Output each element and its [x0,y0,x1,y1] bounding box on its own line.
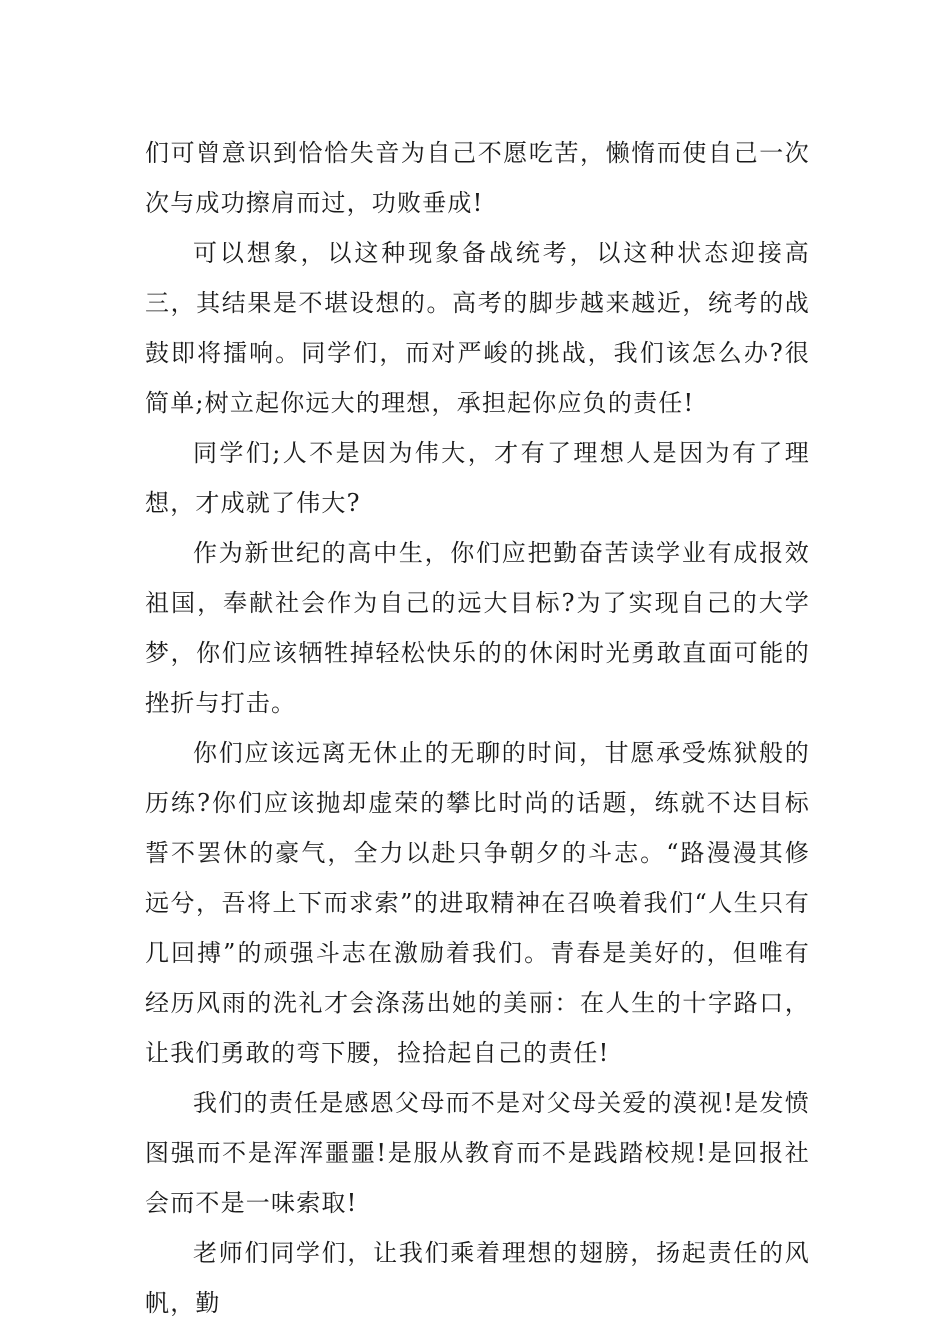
paragraph: 们可曾意识到恰恰失音为自己不愿吃苦，懒惰而使自己一次次与成功擦肩而过，功败垂成! [145,139,810,217]
paragraph: 你们应该远离无休止的无聊的时间，甘愿承受炼狱般的历练?你们应该抛却虚荣的攀比时尚的话题，练就不达目标誓不罢休的豪气，全力以赴只争朝夕的斗志。“路漫漫其修远兮，吾将上下而求索”的进取精神在召唤着我们“人生只有几回搏”的顽强斗志在激励着我们。青春是美好的，但唯有经历风雨的洗礼才会涤荡出她的美丽：在人生的十字路口，让我们勇敢的弯下腰，捡拾起自己的责任! [145,739,810,1067]
paragraph: 我们的责任是感恩父母而不是对父母关爱的漠视!是发愤图强而不是浑浑噩噩!是服从教育而不是践踏校规!是回报社会而不是一味索取! [145,1089,810,1217]
document-body [145,128,810,1328]
paragraph: 可以想象，以这种现象备战统考，以这种状态迎接高三，其结果是不堪设想的。高考的脚步越来越近，统考的战鼓即将擂响。同学们，而对严峻的挑战，我们该怎么办?很简单;树立起你远大的理想，承担起你应负的责任! [145,239,810,417]
paragraph: 作为新世纪的高中生，你们应把勤奋苦读学业有成报效祖国，奉献社会作为自己的远大目标?为了实现自己的大学梦，你们应该牺牲掉轻松快乐的的休闲时光勇敢直面可能的挫折与打击。 [145,539,810,717]
paragraph: 同学们;人不是因为伟大，才有了理想人是因为有了理想，才成就了伟大? [145,439,810,517]
paragraph: 老师们同学们，让我们乘着理想的翅膀，扬起责任的风帆，勤 [145,1239,810,1317]
